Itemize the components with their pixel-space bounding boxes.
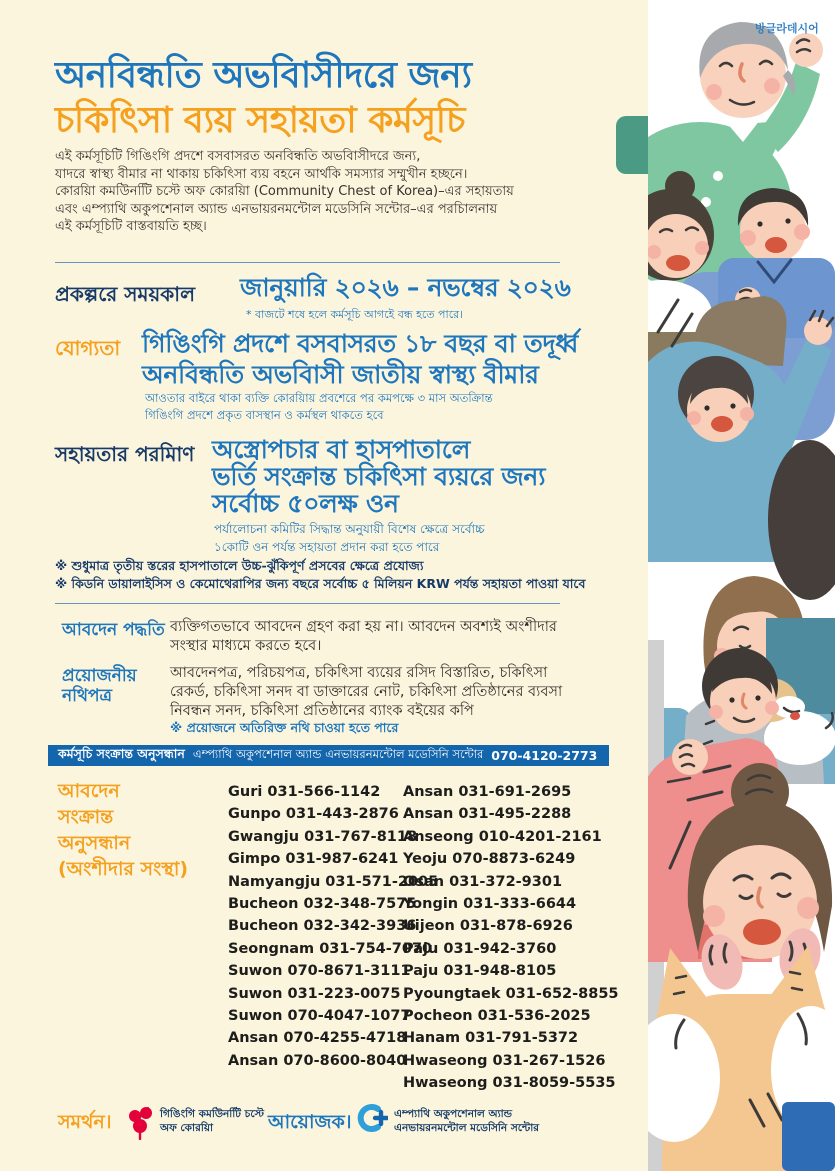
eligibility-main-line: অনবিন্ধতি অভবিাসী জাতীয় স্বাস্থ্য বীমার	[142, 360, 539, 389]
phone-entry: Suwon 031-223-0075	[228, 985, 401, 1002]
c-plus-logo-icon	[356, 1102, 388, 1134]
phone-entry: Guri 031-566-1142	[228, 784, 381, 800]
amount-detail-line: পর্যালোচনা কমিটির সিদ্ধান্ত অনুযায়ী বিশেষ ক্ষেত্রে সর্বোচ্চ	[214, 522, 485, 536]
phone-entry: Suwon 070-8671-3111	[228, 963, 411, 980]
eligibility-main	[142, 328, 578, 390]
host-label: আয়োজক।	[268, 1111, 352, 1133]
intro-line: যাদরে স্বাস্থ্য বীমার না থাকায় চকিৎিসা ব্যয় বহনে আর্থকি সমস্যার সম্মুখীন হচ্ছনে।	[55, 166, 468, 182]
phone-entry: Ansan 031-495-2288	[403, 806, 572, 823]
support-org-line: অফ কোরয়িা	[160, 1121, 214, 1134]
intro-line: এই কর্মসূচিটি গিঙিংগি প্রদশে বসবাসরত অনবিন্ধতি অভবিাসীদরে জন্য,	[55, 149, 421, 164]
intro-line: কোরয়িা কমউিনটিি চস্টে অফ কোরয়িা (Community Chest of Korea)–এর সহায়তায়	[55, 184, 514, 199]
phone-entry: Suwon 070-4047-1077	[228, 1007, 411, 1024]
amount-main-line: অস্ত্রোপচার বা হাসপাতালে	[212, 435, 471, 464]
blue-pants-shape	[782, 1102, 835, 1171]
documents-text	[170, 664, 562, 721]
phone-entry: Uijeon 031-878-6926	[403, 918, 573, 935]
method-text-line: সংস্থার মাধ্যমে করতে হবে।	[170, 638, 322, 654]
contacts-label-line: অনুসন্ধান	[58, 832, 131, 854]
eligibility-label: যোগ্যতা	[55, 336, 121, 360]
contacts-label-line: (অংশীদার সংস্থা)	[58, 858, 189, 880]
method-label: আবদেন পদ্ধতি	[62, 620, 165, 640]
amount-notes	[55, 558, 585, 591]
phone-entry: Anseong 010-4201-2161	[403, 828, 602, 845]
method-text	[170, 618, 557, 656]
phone-entry: Ansan 070-8600-8040	[228, 1052, 407, 1069]
amount-detail	[214, 520, 485, 556]
contacts-label-line: আবদেন	[58, 780, 120, 802]
page-title-line2: চকিৎিসা ব্যয় সহায়তা কর্মসূচি	[55, 100, 465, 141]
phone-entry: Gwangju 031-767-8118	[228, 828, 418, 845]
phone-entry: Ansan 070-4255-4718	[228, 1030, 407, 1047]
documents-label-line: নথিপত্র	[62, 686, 113, 706]
amount-main-line: সর্বোচ্চ ৫০লক্ষ ওন	[212, 489, 399, 518]
documents-text-line: রেকর্ড, চকিৎিসা সনদ বা ডাক্তারের নোট, চকিৎিসা প্রতিষ্ঠানের ব্যবসা	[170, 684, 563, 700]
documents-label-line: প্রয়োজনীয়	[62, 666, 137, 686]
phone-entry: Seongnam 031-754-7070	[228, 940, 433, 957]
amount-main-line: ভর্তি সংক্রান্ত চকিৎিসা ব্যয়রে জন্য	[212, 462, 546, 491]
amount-note-line: ※ কিডনি ডায়ালাইসিস ও কেমোথেরাপির জন্য বছরে সর্বোচ্চ ৫ মিলিয়ন KRW পর্যন্ত সহায়তা পাওয়া যাবে	[55, 576, 586, 591]
amount-label: সহায়তার পরমিাণ	[55, 442, 195, 466]
documents-label	[62, 666, 137, 706]
host-org-line: এম্প্যাথি অকুপশেনাল অ্যান্ড	[394, 1108, 513, 1120]
phone-entry: Gunpo 031-443-2876	[228, 806, 399, 823]
illustration-people	[648, 0, 835, 1171]
phone-entry: Hanam 031-791-5372	[403, 1030, 579, 1047]
support-org-line: গিঙিংগি কমউিনটিি চস্টে	[160, 1108, 265, 1120]
phone-entry: Paju 031-942-3760	[403, 940, 557, 957]
support-label: সমর্থন।	[58, 1111, 112, 1133]
banner-phone: 070-4120-2773	[491, 748, 598, 763]
phone-entry: Pyoungtaek 031-652-8855	[403, 985, 619, 1002]
phone-entry: Bucheon 032-342-3936	[228, 918, 417, 935]
intro-line: এবং এম্প্যাথি অকুপশেনাল অ্যান্ড এনভায়রনমন্টোল মডেসিনি সন্টোর–এর পরচিালনায়	[55, 201, 498, 217]
documents-text-line: আবদেনপত্র, পরিচয়পত্র, চকিৎিসা ব্যয়ের রসিদ বিস্তারিত, চকিৎিসা	[170, 665, 548, 681]
phone-entry: Bucheon 032-348-7575	[228, 895, 417, 912]
support-org	[160, 1108, 264, 1135]
intro-paragraph	[55, 148, 600, 236]
host-org	[394, 1108, 539, 1135]
phone-entry: Osan 031-372-9301	[403, 873, 563, 890]
divider	[55, 603, 560, 604]
phone-entry: Yongin 031-333-6644	[403, 895, 577, 912]
phone-entry: Hwaseong 031-267-1526	[403, 1052, 606, 1069]
eligibility-main-line: গিঙিংগি প্রদশে বসবাসরত ১৮ বছর বা তদূর্ধ্ব	[142, 329, 579, 358]
eligibility-detail-line: আওতার বাইরে থাকা ব্যক্তি কোরয়িায় প্রবশেরে পর কমপক্ষে ৩ মাস অতক্রিান্ত	[145, 391, 493, 405]
love-fruit-logo-icon	[127, 1104, 153, 1140]
language-badge: 방글라데시어	[755, 22, 819, 35]
banner-label: কর্মসূচি সংক্রান্ত অনুসন্ধান	[58, 745, 185, 761]
period-value: জানুয়ারি ২০২৬ – নভম্বের ২০২৬	[240, 273, 571, 302]
eligibility-detail-line: গিঙিংগি প্রদশে প্রকৃত বাসস্থান ও কর্মস্থল থাকতে হবে	[145, 408, 384, 422]
green-edge-shape	[616, 116, 648, 174]
phone-entry: Hwaseong 031-8059-5535	[403, 1075, 616, 1092]
documents-note: ※ প্রয়োজনে অতিরিক্ত নথি চাওয়া হতে পারে	[170, 720, 399, 735]
phone-entry: Namyangju 031-571-2005	[228, 873, 439, 890]
contacts-label-line: সংক্রান্ত	[58, 806, 114, 828]
amount-detail-line: ১কোটি ওন পর্যন্ত সহায়তা প্রদান করা হতে পারে	[214, 540, 440, 554]
contacts-label	[58, 778, 188, 882]
period-note: * বাজটে শষে হলে কর্মসূচি আগইে বন্ধ হতে পারে।	[246, 308, 464, 321]
method-text-line: ব্যক্তিগতভাবে আবদেন গ্রহণ করা হয় না। আবদেন অবশ্যই অংশীদার	[170, 619, 557, 635]
inquiry-banner	[48, 745, 609, 766]
phone-entry: Yeoju 070-8873-6249	[403, 851, 576, 868]
phone-entry: Paju 031-948-8105	[403, 963, 557, 980]
phone-entry: Pocheon 031-536-2025	[403, 1007, 591, 1024]
period-label: প্রকল্পরে সময়কাল	[55, 282, 195, 306]
divider	[55, 262, 560, 263]
documents-text-line: নিবন্ধন সনদ, চকিৎিসা প্রতিষ্ঠানের ব্যাংক বইয়ের কপি	[170, 703, 474, 719]
phone-entry: Ansan 031-691-2695	[403, 784, 572, 800]
host-org-line: এনভায়রনমন্টোল মডেসিনি সন্টোর	[394, 1121, 540, 1134]
phone-entry: Gimpo 031-987-6241	[228, 851, 399, 868]
phone-list-column-2	[403, 781, 619, 1094]
amount-note-line: ※ শুধুমাত্র তৃতীয় স্তরের হাসপাতালে উচ্চ-ঝুঁকিপূর্ণ প্রসবের ক্ষেত্রে প্রযোজ্য	[55, 558, 424, 573]
page-title-line1: অনবিন্ধতি অভবিাসীদরে জন্য	[55, 55, 472, 96]
banner-org: এম্প্যাথি অকুপশেনাল অ্যান্ড এনভায়রনমন্টোল মডেসিনি সন্টোর	[192, 747, 484, 761]
amount-main	[212, 436, 545, 517]
eligibility-detail	[145, 390, 493, 424]
intro-line: এই কর্মসূচিটি বাস্তবায়তি হচ্ছ।	[55, 219, 207, 234]
